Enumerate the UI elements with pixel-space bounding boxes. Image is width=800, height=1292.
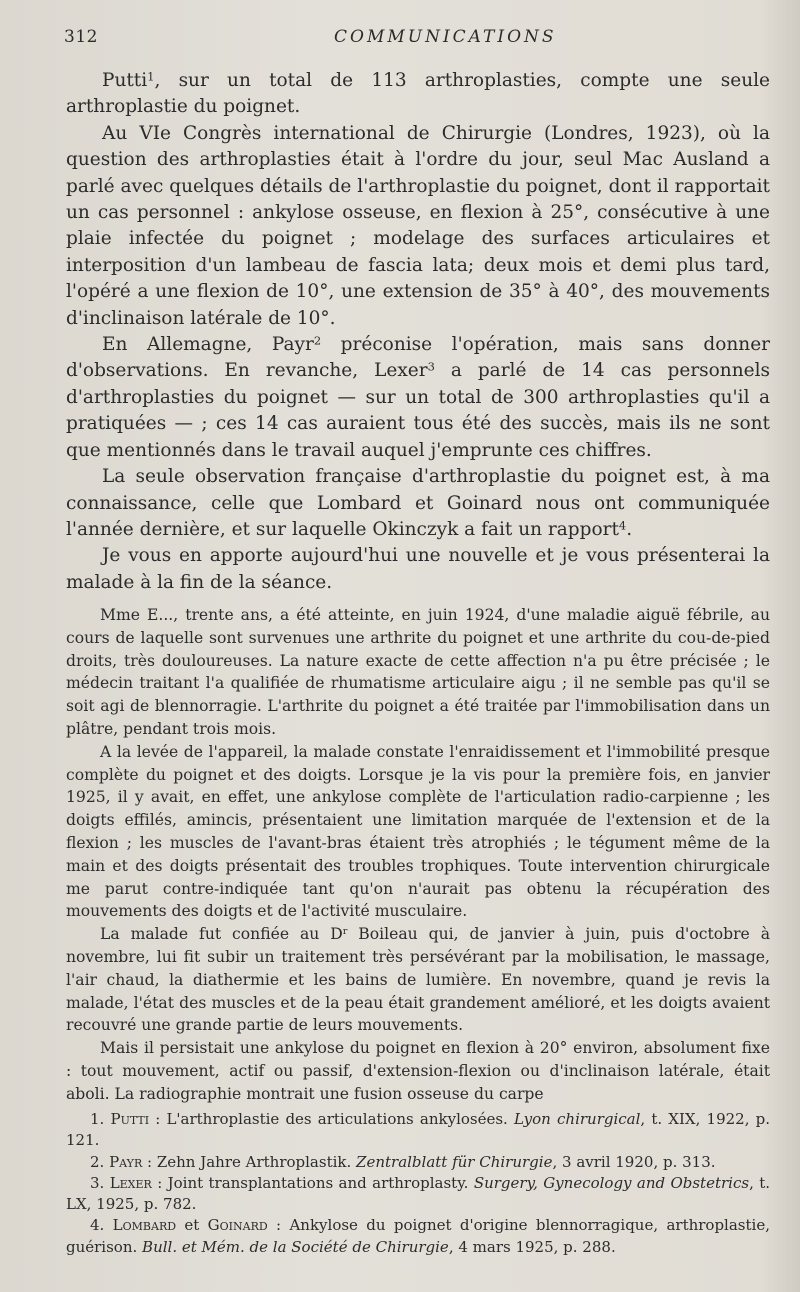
footnote-ref: 1 — [147, 69, 155, 84]
paragraph: La malade fut confiée au $D^r$ Boileau qui, de janvier à juin, puis d'octobre à novembre, lui fit subir un traitement très persévérant par la mobilisation, le massage, l'air chaud, la diathermie et les bains de lumière. En novembre, quand je revis la malade, l'état des muscles et de la peau était grandement amélioré, et les doigts avaient recouvré une grande partie de leurs mouvements. — [66, 925, 770, 1035]
paragraph: Mme E..., trente ans, a été atteinte, en juin 1924, d'une maladie aiguë fébrile, au cours de laquelle sont survenues une arthrite du poignet et une arthrite du cou-de-pied droits, très douloureuses. La nature exacte de cette affection n'a pu être précisée ; le médecin traitant l'a qualifiée de rhumatisme articulaire aigu ; il ne semble pas qu'il se soit agi de blennorragie. L'arthrite du poignet a été traitée par l'immobilisation dans un plâtre, pendant trois mois. — [66, 606, 770, 738]
page-number: 312 — [64, 27, 98, 47]
footnote-ref: 2 — [313, 333, 322, 348]
paragraph: Putti$^1$, sur un total de 113 arthroplasties, compte une seule arthroplastie du poignet. — [66, 69, 770, 118]
paragraph: Au VIe Congrès international de Chirurgie (Londres, 1923), où la question des arthroplasties était à l'ordre du jour, seul Mac Ausland a parlé avec quelques détails de l'arthroplastie du poignet, dont il rapportait un cas personnel : ankylose osseuse, en flexion à 25°, consécutive à une plaie infectée du poignet ; modelage des surfaces articulaires et interposition d'un lambeau de fascia lata; deux mois et demi plus tard, l'opéré a une flexion de 10°, une extension de 35° à 40°, des mouvements d'inclinaison latérale de 10°. — [66, 122, 770, 329]
paragraph: En Allemagne, Payr$^2$ préconise l'opération, mais sans donner d'observations. En revanche, Lexer$^3$ a parlé de 14 cas personnels d'arthroplasties du poignet — sur un total de 300 arthroplasties qu'il a pratiquées — ; ces 14 cas auraient tous été des succès, mais ils ne sont que mentionnés dans le travail auquel j'emprunte ces chiffres. — [66, 333, 770, 461]
footnote: 4. Lombard et Goinard : Ankylose du poignet d'origine blennorragique, arthroplastie, guérison. Bull. et Mém. de la Société de Chirurgie, 4 mars 1925, p. 288. — [66, 1216, 770, 1256]
footnotes — [66, 1109, 770, 1258]
main-text — [66, 68, 770, 596]
footnote-ref: 3 — [427, 359, 435, 374]
footnote: 1. Putti : L'arthroplastie des articulations ankylosées. Lyon chirurgical, t. XIX, 1922, p. 121. — [66, 1110, 770, 1150]
footnote-ref: 4 — [618, 518, 627, 533]
paragraph: Je vous en apporte aujourd'hui une nouvelle et je vous présenterai la malade à la fin de la séance. — [66, 545, 770, 593]
paragraph: A la levée de l'appareil, la malade constate l'enraidissement et l'immobilité presque complète du poignet et des doigts. Lorsque je la vis pour la première fois, en janvier 1925, il y avait, en effet, une ankylose complète de l'articulation radio-carpienne ; les doigts effilés, amincis, présentaient une limitation marquée de l'extension et de la flexion ; les muscles de l'avant-bras étaient très atrophiés ; le tégument même de la main et des doigts présentait des troubles trophiques. Toute intervention chirurgicale me parut contre-indiquée tant qu'on n'aurait pas obtenu la récupération des mouvements des doigts et de l'activité musculaire. — [66, 742, 770, 921]
paragraph: La seule observation française d'arthroplastie du poignet est, à ma connaissance, celle que Lombard et Goinard nous ont communiquée l'année dernière, et sur laquelle Okinczyk a fait un rapport$^4$. — [66, 466, 770, 540]
case-report — [66, 604, 770, 1106]
footnote: 2. Payr : Zehn Jahre Arthroplastik. Zentralblatt für Chirurgie, 3 avril 1920, p. 313. — [90, 1152, 716, 1171]
footnote: 3. Lexer : Joint transplantations and arthroplasty. Surgery, Gynecology and Obstetrics, t. LX, 1925, p. 782. — [66, 1173, 770, 1214]
page-header — [64, 27, 770, 53]
paragraph: Mais il persistait une ankylose du poignet en flexion à 20° environ, absolument fixe : tout mouvement, actif ou passif, d'extension-flexion ou d'inclinaison latérale, était aboli. La radiographie montrait une fusion osseuse du carpe — [66, 1039, 770, 1103]
running-head: COMMUNICATIONS — [334, 27, 557, 47]
